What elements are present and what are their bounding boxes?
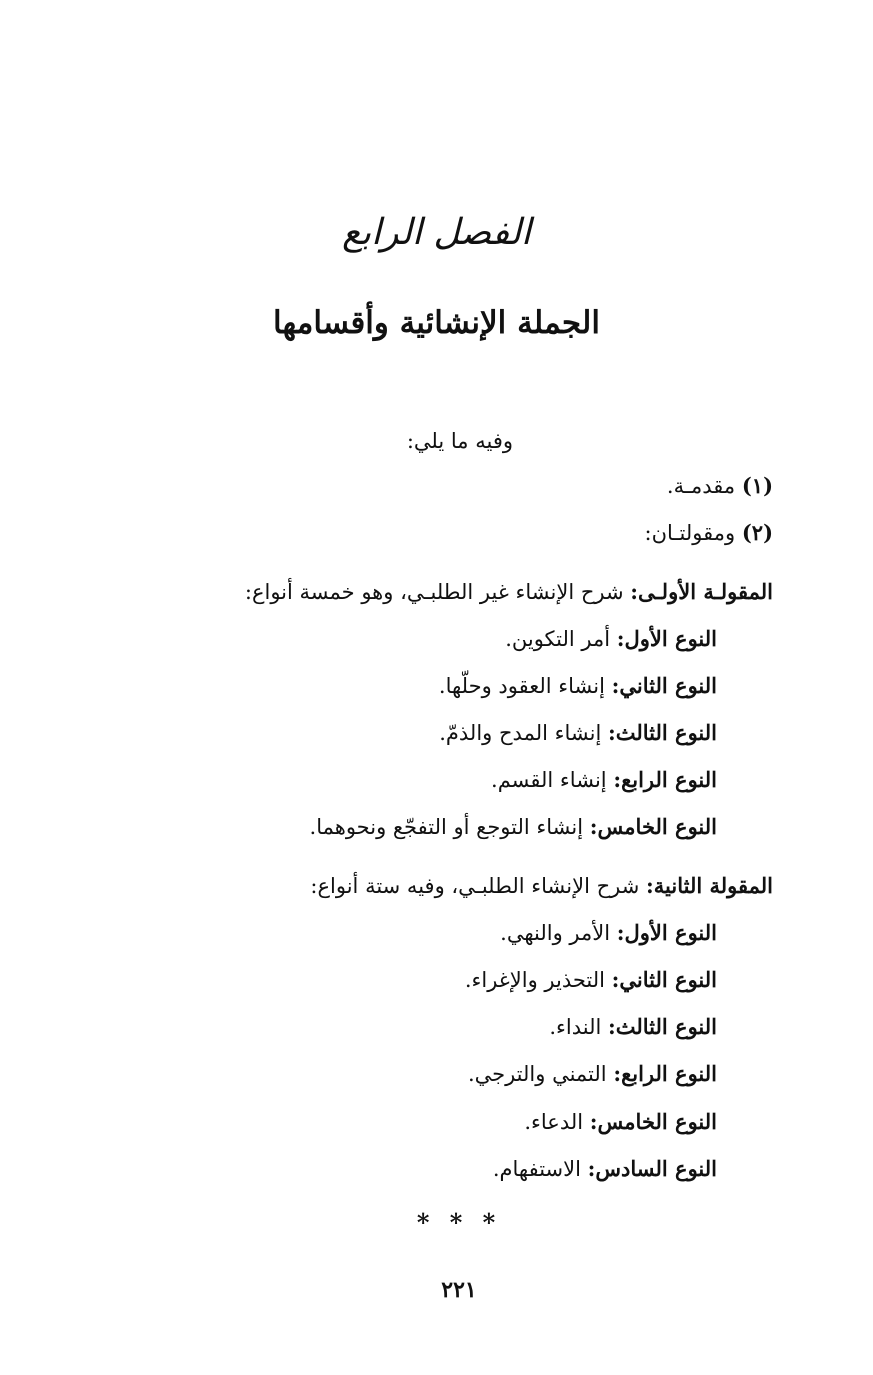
type-text: الدعاء.	[524, 1110, 584, 1134]
section-1-text: شرح الإنشاء غير الطلبـي، وهو خمسة أنواع:	[244, 580, 624, 604]
type-label: النوع الرابع:	[613, 1061, 717, 1086]
type-label: النوع الأول:	[616, 626, 717, 651]
intro-text: وفيه ما يلي:	[406, 429, 513, 453]
type-item	[439, 672, 717, 700]
section-2-header	[310, 872, 773, 900]
type-text: التحذير والإغراء.	[464, 968, 605, 992]
list-item	[645, 519, 774, 547]
chapter-label: الفصل الرابع	[341, 212, 532, 253]
section-1-header	[245, 578, 773, 606]
type-text: إنشاء المدح والذمّ.	[439, 721, 602, 745]
type-text: إنشاء التوجع أو التفجّع ونحوهما.	[309, 815, 584, 839]
list-item-text: مقدمـة.	[666, 474, 736, 498]
type-label: النوع الخامس:	[589, 814, 717, 839]
section-separator: * * *	[416, 1208, 502, 1237]
type-label: النوع الأول:	[616, 920, 717, 945]
section-2-text: شرح الإنشاء الطلبـي، وفيه ستة أنواع:	[310, 874, 640, 898]
section-1-heading: المقولـة الأولـى:	[630, 579, 773, 604]
type-item	[549, 1013, 717, 1041]
type-item	[493, 1155, 717, 1183]
type-label: النوع الثالث:	[608, 720, 717, 745]
type-item	[465, 966, 717, 994]
type-label: النوع الرابع:	[613, 767, 717, 792]
page-number: ٢٢١	[441, 1277, 477, 1303]
type-text: أمر التكوين.	[505, 627, 611, 651]
type-label: النوع السادس:	[587, 1156, 717, 1181]
type-item	[491, 766, 717, 794]
type-text: إنشاء القسم.	[491, 768, 607, 792]
type-label: النوع الثاني:	[611, 967, 717, 992]
type-item	[505, 625, 717, 653]
list-item-number: (١)	[741, 473, 773, 498]
type-item	[468, 1060, 717, 1088]
type-text: إنشاء العقود وحلّها.	[438, 674, 605, 698]
type-item	[524, 1108, 717, 1136]
type-label: النوع الخامس:	[589, 1109, 717, 1134]
list-item-number: (٢)	[741, 520, 773, 545]
type-text: التمني والترجي.	[467, 1062, 607, 1086]
type-text: الأمر والنهي.	[500, 921, 611, 945]
type-item	[500, 919, 717, 947]
chapter-title: الجملة الإنشائية وأقسامها	[273, 305, 600, 341]
list-item-text: ومقولتـان:	[644, 521, 736, 545]
list-item	[667, 472, 773, 500]
type-label: النوع الثالث:	[608, 1014, 717, 1039]
type-text: النداء.	[549, 1015, 602, 1039]
section-2-heading: المقولة الثانية:	[646, 873, 773, 898]
type-text: الاستفهام.	[492, 1157, 581, 1181]
type-label: النوع الثاني:	[611, 673, 717, 698]
type-item	[439, 719, 717, 747]
type-item	[310, 813, 717, 841]
